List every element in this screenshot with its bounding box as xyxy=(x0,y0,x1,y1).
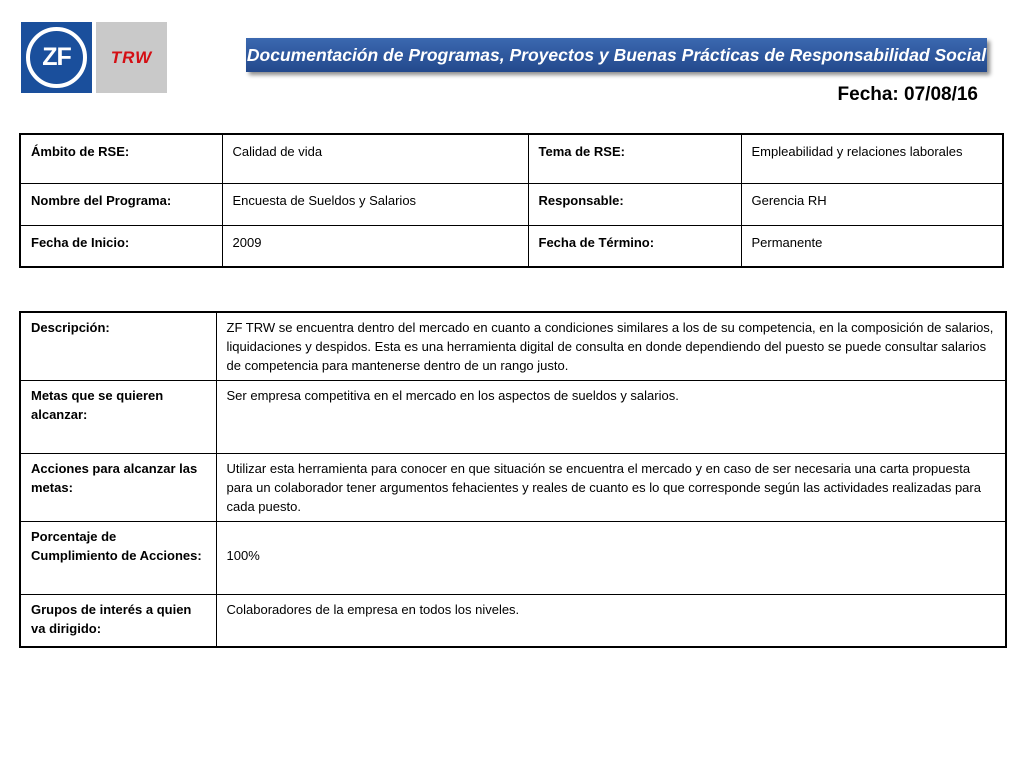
table-row xyxy=(20,312,1006,381)
porcentaje-label: Porcentaje de Cumplimiento de Acciones: xyxy=(20,522,216,595)
trw-logo xyxy=(96,22,167,93)
metas-value: Ser empresa competitiva en el mercado en los aspectos de sueldos y salarios. xyxy=(216,381,1006,454)
fecha-termino-value: Permanente xyxy=(741,225,1003,267)
acciones-value: Utilizar esta herramienta para conocer en que situación se encuentra el mercado y en caso de ser necesaria una carta propuesta para un colaborador tener argumentos fehacientes y reales de cuanto es lo que corresponde según las actividades realizadas para cada puesto. xyxy=(216,454,1006,522)
date-label: Fecha: 07/08/16 xyxy=(837,84,978,105)
fecha-termino-label: Fecha de Término: xyxy=(528,225,741,267)
tema-value: Empleabilidad y relaciones laborales xyxy=(741,134,1003,183)
table-row xyxy=(20,522,1006,595)
table-row xyxy=(20,381,1006,454)
table-row xyxy=(20,183,1003,225)
program-info-table xyxy=(19,133,1004,268)
descripcion-value: ZF TRW se encuentra dentro del mercado en cuanto a condiciones similares a los de su competencia, en la composición de salarios, liquidaciones y despidos. Esta es una herramienta digital de consulta en donde dependiendo del puesto se puede consultar salarios de competencia para mantenerse dentro de un rango justo. xyxy=(216,312,1006,381)
fecha-inicio-label: Fecha de Inicio: xyxy=(20,225,222,267)
zf-logo-text: ZF xyxy=(26,27,87,88)
page-title: Documentación de Programas, Proyectos y Buenas Prácticas de Responsabilidad Social xyxy=(246,38,987,72)
metas-label: Metas que se quieren alcanzar: xyxy=(20,381,216,454)
ambito-label: Ámbito de RSE: xyxy=(20,134,222,183)
descripcion-label: Descripción: xyxy=(20,312,216,381)
grupos-label: Grupos de interés a quien va dirigido: xyxy=(20,595,216,647)
table-row xyxy=(20,225,1003,267)
ambito-value: Calidad de vida xyxy=(222,134,528,183)
zf-logo xyxy=(21,22,92,93)
table-row xyxy=(20,595,1006,647)
grupos-value: Colaboradores de la empresa en todos los niveles. xyxy=(216,595,1006,647)
acciones-label: Acciones para alcanzar las metas: xyxy=(20,454,216,522)
program-detail-table xyxy=(19,311,1007,648)
responsable-label: Responsable: xyxy=(528,183,741,225)
table-row xyxy=(20,134,1003,183)
table-row xyxy=(20,454,1006,522)
porcentaje-value: 100% xyxy=(216,522,1006,595)
fecha-inicio-value: 2009 xyxy=(222,225,528,267)
trw-logo-text: TRW xyxy=(110,47,153,67)
programa-label: Nombre del Programa: xyxy=(20,183,222,225)
responsable-value: Gerencia RH xyxy=(741,183,1003,225)
tema-label: Tema de RSE: xyxy=(528,134,741,183)
programa-value: Encuesta de Sueldos y Salarios xyxy=(222,183,528,225)
